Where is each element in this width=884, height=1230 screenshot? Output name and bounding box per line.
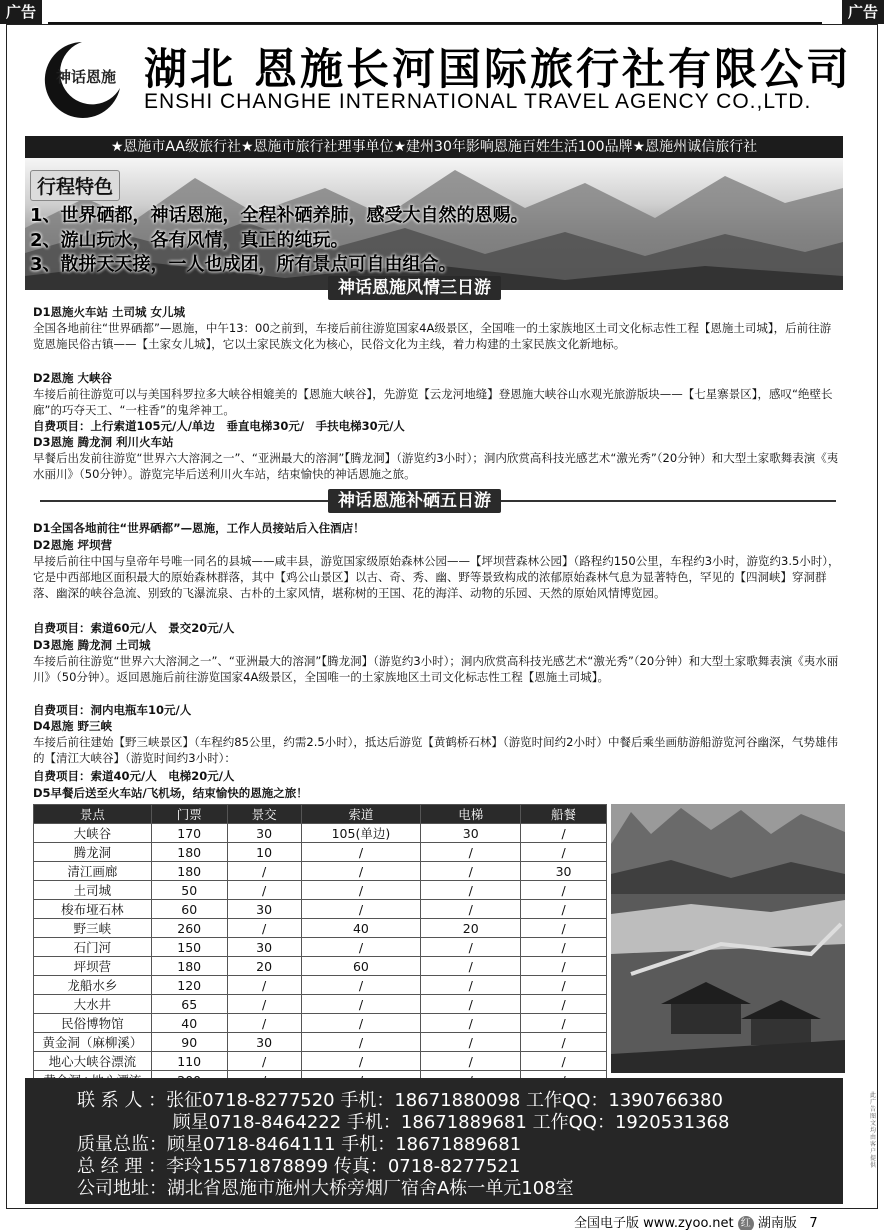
- table-cell: 180: [151, 957, 227, 976]
- table-row: [34, 862, 607, 881]
- table-cell: /: [521, 938, 607, 957]
- table-cell: 30: [521, 862, 607, 881]
- tour3-day3-title: D3恩施 腾龙洞 利川火车站: [33, 435, 174, 449]
- table-cell: /: [227, 1014, 301, 1033]
- table-row: [34, 976, 607, 995]
- tour5-day1-title: D1全国各地前往“世界硒都”—恩施，工作人员接站后入住酒店！: [33, 521, 365, 535]
- ad-label-left: 广告: [0, 0, 42, 24]
- footer-site: 全国电子版 www.zyoo.net: [574, 1216, 734, 1230]
- table-cell: /: [301, 1052, 421, 1071]
- table-cell: 10: [227, 843, 301, 862]
- tour3-day2-text: 车接后前往游览可以与美国科罗拉多大峡谷相媲美的【恩施大峡谷】，先游览【云龙河地缝】登恩施大峡谷山水观光旅游版块——【七星寨景区】，感叹“绝壁长廊”的巧夺天工、“一柱香”的鬼斧神工。: [33, 387, 833, 417]
- page-number: 7: [809, 1216, 818, 1230]
- tour5-day2-fee: 自费项目：索道60元/人 景交20元/人: [33, 621, 235, 635]
- tour5-day2-text: 早接后前往中国与皇帝年号唯一同名的县城——咸丰县，游览国家级原始森林公园——【坪坝营森林公园】（路程约150公里，车程约3小时，游览约3.5小时），它是中西部地区面积最大的原始森林群落，其中【鸡公山景区】以古、奇、秀、幽、野等景致构成的浓郁原始森林气息为显著特色，罕见的【四洞峡】穿洞群落、幽深的峡谷急流、别致的飞瀑流泉、古朴的土家风情，堪称树的王国、花的海洋、动物的乐园、天然的原始风情博览园。: [33, 554, 840, 600]
- table-cell: 110: [151, 1052, 227, 1071]
- table-cell: 65: [151, 995, 227, 1014]
- scenic-photo-collage: [611, 804, 845, 1073]
- table-cell: 90: [151, 1033, 227, 1052]
- header-cell-transport: 景交: [227, 805, 301, 824]
- table-cell-scenic: 清江画廊: [34, 862, 152, 881]
- table-cell: /: [421, 1014, 521, 1033]
- header-cell-ticket: 门票: [151, 805, 227, 824]
- table-cell: /: [227, 862, 301, 881]
- table-cell: 20: [227, 957, 301, 976]
- tour3-day1-title: D1恩施火车站 土司城 女儿城: [33, 305, 186, 319]
- table-cell: 30: [227, 900, 301, 919]
- tour5-day3-title: D3恩施 腾龙洞 土司城: [33, 638, 151, 652]
- tour5-day4-fee: 自费项目：索道40元/人 电梯20元/人: [33, 769, 235, 783]
- tour3-title: 神话恩施风情三日游: [328, 276, 501, 300]
- tour3-day1-text: 全国各地前往“世界硒都”—恩施，中午13：00之前到，车接后前往游览国家4A级景区，全国唯一的土家族地区土司文化标志性工程【恩施土司城】，后前往游览恩施民俗古镇——【土家女儿城】，它以土家民族文化为核心，民俗文化为主线，着力构建的土家民族文化新地标。: [33, 321, 832, 351]
- table-cell: /: [227, 995, 301, 1014]
- table-row: [34, 995, 607, 1014]
- tour3-banner: [40, 276, 836, 300]
- table-cell: 30: [227, 824, 301, 843]
- tour5-day2-title: D2恩施 坪坝营: [33, 538, 113, 552]
- tour5-title: 神话恩施补硒五日游: [328, 489, 501, 513]
- header-cell-boat-meal: 船餐: [521, 805, 607, 824]
- tour5-day4-title: D4恩施 野三峡: [33, 719, 113, 733]
- honors-bar: ★恩施市AA级旅行社★恩施市旅行社理事单位★建州30年影响恩施百姓生活100品牌★恩施州诚信旅行社: [25, 136, 843, 158]
- table-cell: /: [301, 976, 421, 995]
- table-row: [34, 843, 607, 862]
- tour3-day3-text: 早餐后出发前往游览“世界六大溶洞之一”、“亚洲最大的溶洞”【腾龙洞】（游览约3小时）；洞内欣赏高科技光感艺术“激光秀”（20分钟）和大型土家歌舞表演《夷水丽川》（50分钟）。游览完毕后送利川火车站，结束愉快的神话恩施之旅。: [33, 451, 839, 481]
- table-cell: /: [521, 1014, 607, 1033]
- company-name-en: ENSHI CHANGHE INTERNATIONAL TRAVEL AGENCY CO.,LTD.: [144, 90, 812, 113]
- table-row: [34, 824, 607, 843]
- table-cell: 30: [227, 938, 301, 957]
- table-row: [34, 1052, 607, 1071]
- table-cell-scenic: 野三峡: [34, 919, 152, 938]
- table-cell: 50: [151, 881, 227, 900]
- price-table: [33, 804, 607, 1090]
- table-cell-scenic: 龙船水乡: [34, 976, 152, 995]
- red-logo-icon: 红: [738, 1216, 754, 1230]
- table-cell: /: [421, 1052, 521, 1071]
- contact-row: 质量总监：顾星0718-8464111 手机：18671889681: [77, 1134, 522, 1155]
- table-cell: /: [301, 900, 421, 919]
- price-table-header-row: [34, 805, 607, 824]
- table-cell: /: [301, 881, 421, 900]
- header-cell-scenic: 景点: [34, 805, 152, 824]
- table-row: [34, 957, 607, 976]
- table-cell-scenic: 梭布垭石林: [34, 900, 152, 919]
- table-cell: /: [301, 862, 421, 881]
- table-cell: 40: [301, 919, 421, 938]
- table-row: [34, 881, 607, 900]
- table-cell-scenic: 地心大峡谷漂流: [34, 1052, 152, 1071]
- table-row: [34, 919, 607, 938]
- tour3-day2-title: D2恩施 大峡谷: [33, 371, 113, 385]
- table-row: [34, 1014, 607, 1033]
- table-cell: 30: [421, 824, 521, 843]
- table-cell: /: [521, 881, 607, 900]
- company-logo: [34, 38, 130, 118]
- tour5-banner: [40, 489, 836, 513]
- scenery-photo-image: [611, 804, 845, 1073]
- table-cell: /: [227, 976, 301, 995]
- table-cell: /: [421, 938, 521, 957]
- page-footer: [574, 1212, 818, 1230]
- table-cell: /: [301, 1014, 421, 1033]
- header-cell-cableway: 索道: [301, 805, 421, 824]
- table-cell: /: [421, 862, 521, 881]
- table-cell-scenic: 民俗博物馆: [34, 1014, 152, 1033]
- table-cell: /: [301, 1033, 421, 1052]
- table-cell: /: [521, 1033, 607, 1052]
- table-cell: 180: [151, 843, 227, 862]
- table-cell: /: [521, 919, 607, 938]
- table-cell: /: [421, 976, 521, 995]
- table-cell: 105(单边): [301, 824, 421, 843]
- table-cell: 40: [151, 1014, 227, 1033]
- header-cell-elevator: 电梯: [421, 805, 521, 824]
- table-cell: 60: [301, 957, 421, 976]
- table-cell: /: [301, 843, 421, 862]
- table-cell: /: [521, 995, 607, 1014]
- table-cell-scenic: 黄金洞（麻柳溪）: [34, 1033, 152, 1052]
- table-cell: /: [227, 1052, 301, 1071]
- logo-text: 神话恩施: [56, 68, 117, 86]
- table-row: [34, 1033, 607, 1052]
- table-cell: 170: [151, 824, 227, 843]
- table-row: [34, 900, 607, 919]
- table-cell-scenic: 腾龙洞: [34, 843, 152, 862]
- table-cell: /: [521, 957, 607, 976]
- table-cell: /: [421, 1033, 521, 1052]
- table-row: [34, 938, 607, 957]
- side-note: 此广告图文均由客户提供: [870, 1092, 877, 1169]
- table-cell-scenic: 坪坝营: [34, 957, 152, 976]
- tour5-day4-text: 车接后前往建始【野三峡景区】（车程约85公里，约需2.5小时），抵达后游览【黄鹤桥石林】（游览时间约2小时）中餐后乘坐画舫游船游览河谷幽深，气势雄伟的【清江大峡谷】（游览时间约3小时）：: [33, 735, 838, 765]
- table-cell-scenic: 土司城: [34, 881, 152, 900]
- company-header: [24, 32, 864, 124]
- table-cell: /: [421, 843, 521, 862]
- table-cell: 260: [151, 919, 227, 938]
- tour3-day2-fee: 自费项目：上行索道105元/人/单边 垂直电梯30元/ 手扶电梯30元/人: [33, 419, 405, 433]
- table-cell: /: [521, 843, 607, 862]
- table-cell: 120: [151, 976, 227, 995]
- tour5-day3-text: 车接后前往游览“世界六大溶洞之一”、“亚洲最大的溶洞”【腾龙洞】（游览约3小时）；洞内欣赏高科技光感艺术“激光秀”（20分钟）和大型土家歌舞表演《夷水丽川》（50分钟）。返回恩施后前往游览国家4A级景区，全国唯一的土家族地区土司文化标志性工程【恩施土司城】。: [33, 654, 839, 684]
- contact-row: 顾星0718-8464222 手机：18671889681 工作QQ：1920531368: [77, 1112, 730, 1133]
- contact-panel: [25, 1078, 843, 1204]
- company-name-cn: 湖北 恩施长河国际旅行社有限公司: [144, 45, 852, 95]
- table-cell: 20: [421, 919, 521, 938]
- table-cell: /: [421, 881, 521, 900]
- table-cell: /: [421, 900, 521, 919]
- table-cell: /: [521, 900, 607, 919]
- feature-item: 1、世界硒都，神话恩施，全程补硒养肺，感受大自然的恩赐。: [30, 205, 529, 226]
- table-cell-scenic: 石门河: [34, 938, 152, 957]
- feature-item: 3、散拼天天接，一人也成团，所有景点可自由组合。: [30, 254, 457, 275]
- table-cell: /: [227, 881, 301, 900]
- contact-row: 总 经 理 ：李玲15571878899 传真：0718-8277521: [77, 1156, 521, 1177]
- table-cell-scenic: 大峡谷: [34, 824, 152, 843]
- table-cell: /: [521, 824, 607, 843]
- table-cell: /: [421, 957, 521, 976]
- table-cell: 60: [151, 900, 227, 919]
- table-cell: 150: [151, 938, 227, 957]
- footer-edition: 湖南版: [757, 1216, 797, 1230]
- contact-row: 联 系 人 ：张征0718-8277520 手机：18671880098 工作QQ：1390766380: [77, 1090, 723, 1111]
- table-cell: /: [521, 1052, 607, 1071]
- tour5-day5-title: D5早餐后送至火车站/飞机场，结束愉快的恩施之旅！: [33, 786, 308, 800]
- feature-item: 2、游山玩水，各有风情，真正的纯玩。: [30, 230, 349, 251]
- features-tag: 行程特色: [30, 170, 120, 201]
- table-cell: /: [227, 919, 301, 938]
- tour5-day3-fee: 自费项目：洞内电瓶车10元/人: [33, 703, 192, 717]
- ad-label-right: 广告: [842, 0, 884, 24]
- table-cell: /: [521, 976, 607, 995]
- table-cell-scenic: 大水井: [34, 995, 152, 1014]
- table-cell: /: [301, 938, 421, 957]
- table-cell: 30: [227, 1033, 301, 1052]
- table-cell: /: [421, 995, 521, 1014]
- contact-row: 公司地址：湖北省恩施市施州大桥旁烟厂宿舍A栋一单元108室: [77, 1178, 574, 1199]
- table-cell: 180: [151, 862, 227, 881]
- table-cell: /: [301, 995, 421, 1014]
